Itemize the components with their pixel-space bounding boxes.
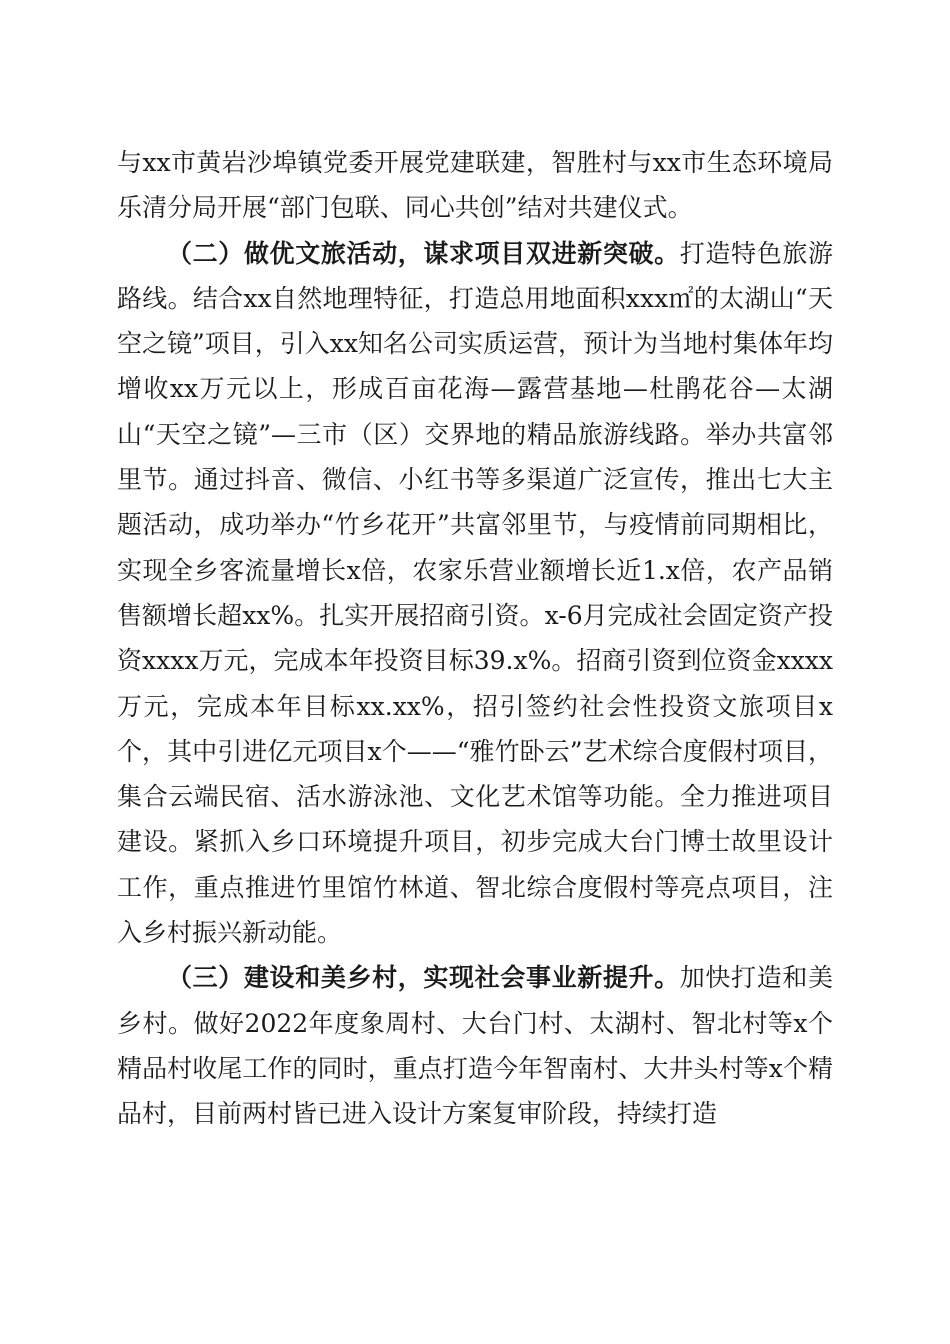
- paragraph-section-three: [117, 955, 833, 1136]
- paragraph-body: 与xx市黄岩沙埠镇党委开展党建联建，智胜村与xx市生态环境局乐清分局开展“部门包联、同心共创”结对共建仪式。: [117, 148, 833, 223]
- paragraph-continuation: [117, 140, 833, 231]
- section-heading: （三）建设和美乡村，实现社会事业新提升。: [167, 963, 680, 993]
- paragraph-body: 打造特色旅游路线。结合xx自然地理特征，打造总用地面积xxx㎡的太湖山“天空之镜”项目，引入xx知名公司实质运营，预计为当地村集体年均增收xx万元以上，形成百亩花海—露营基地—杜鹃花谷—太湖山“天空之镜”—三市（区）交界地的精品旅游线路。举办共富邻里节。通过抖音、微信、小红书等多渠道广泛宣传，推出七大主题活动，成功举办“竹乡花开”共富邻里节，与疫情前同期相比，实现全乡客流量增长x倍，农家乐营业额增长近1.x倍，农产品销售额增长超xx%。扎实开展招商引资。x-6月完成社会固定资产投资xxxx万元，完成本年投资目标39.x%。招商引资到位资金xxxx万元，完成本年目标xx.xx%，招引签约社会性投资文旅项目x个，其中引进亿元项目x个——“雅竹卧云”艺术综合度假村项目，集合云端民宿、活水游泳池、文化艺术馆等功能。全力推进项目建设。紧抓入乡口环境提升项目，初步完成大台门博士故里设计工作，重点推进竹里馆竹林道、智北综合度假村等亮点项目，注入乡村振兴新动能。: [117, 238, 833, 948]
- section-heading: （二）做优文旅活动，谋求项目双进新突破。: [167, 238, 680, 268]
- document-page: [117, 140, 833, 1137]
- paragraph-section-two: [117, 231, 833, 956]
- paragraph-body: 加快打造和美乡村。做好2022年度象周村、大台门村、太湖村、智北村等x个精品村收尾工作的同时，重点打造今年智南村、大井头村等x个精品村，目前两村皆已进入设计方案复审阶段，持续打造: [117, 963, 833, 1129]
